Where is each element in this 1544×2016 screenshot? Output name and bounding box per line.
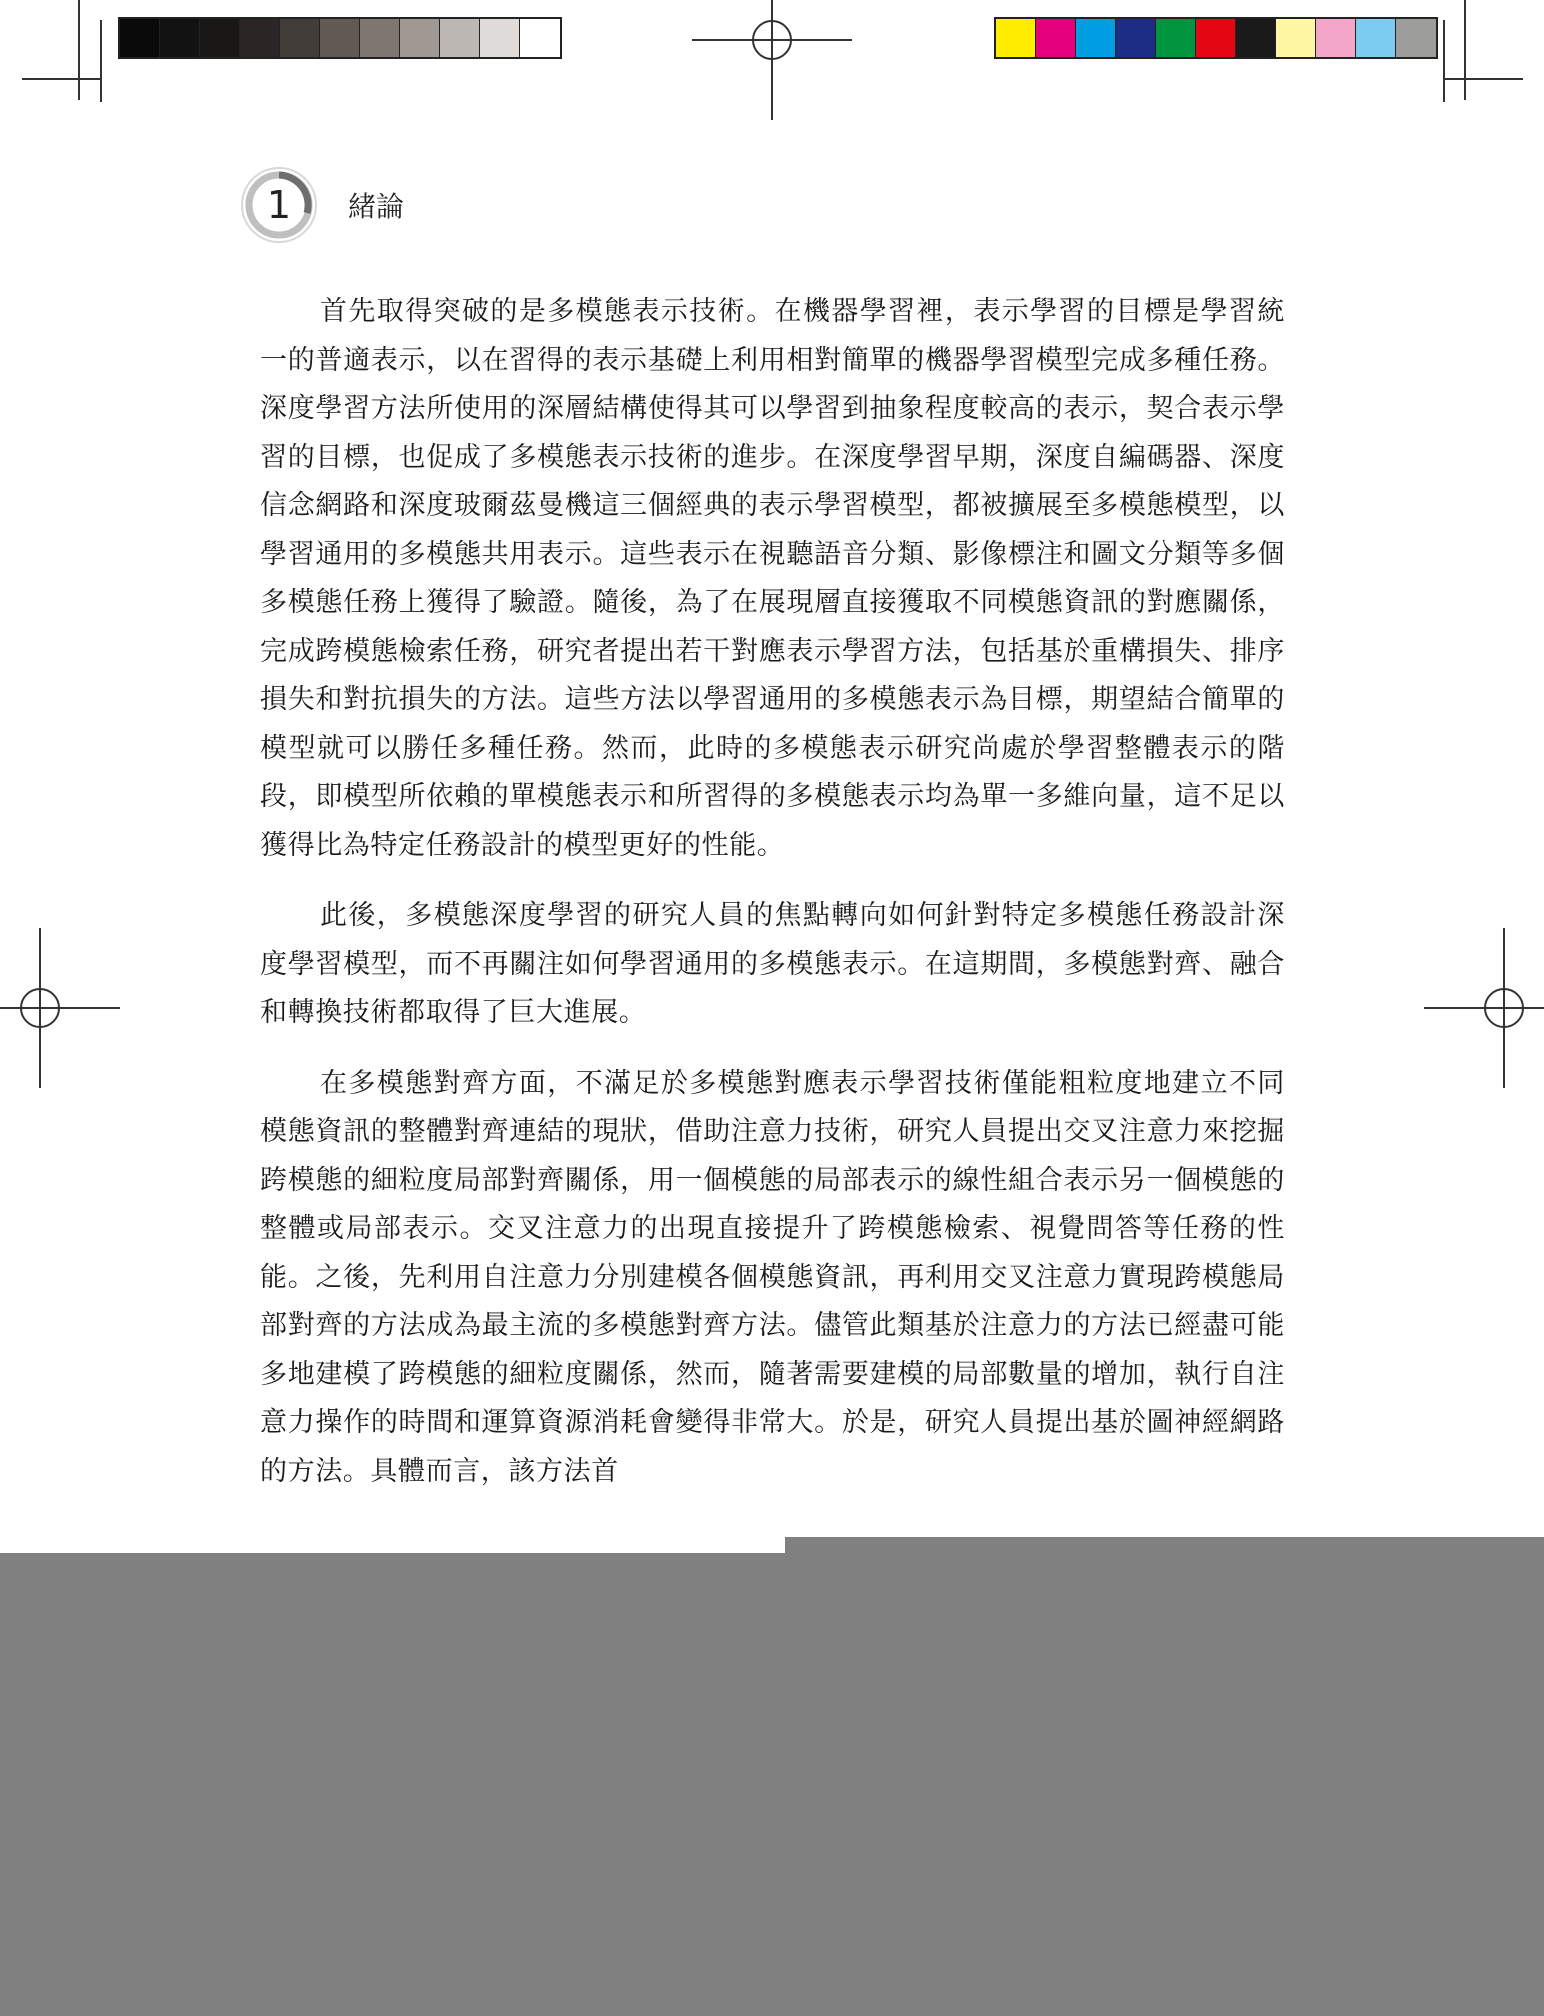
process-color-swatch-10 — [1356, 19, 1396, 57]
crop-mark-top-left-outer-v — [78, 0, 80, 100]
crop-mark-top-right-h — [1443, 78, 1523, 80]
grayscale-swatch-2 — [160, 19, 200, 57]
process-color-swatch-2 — [1036, 19, 1076, 57]
process-color-swatch-9 — [1316, 19, 1356, 57]
grayscale-swatch-11 — [520, 19, 560, 57]
process-color-swatch-6 — [1196, 19, 1236, 57]
grayscale-swatch-4 — [240, 19, 280, 57]
paragraph-1: 首先取得突破的是多模態表示技術。在機器學習裡，表示學習的目標是學習統一的普適表示，以在習得的表示基礎上利用相對簡單的機器學習模型完成多種任務。深度學習方法所使用的深層結構使得其可以學習到抽象程度較高的表示，契合表示學習的目標，也促成了多模態表示技術的進步。在深度學習早期，深度自編碼器、深度信念網路和深度玻爾茲曼機這三個經典的表示學習模型，都被擴展至多模態模型，以學習通用的多模態共用表示。這些表示在視聽語音分類、影像標注和圖文分類等多個多模態任務上獲得了驗證。隨後，為了在展現層直接獲取不同模態資訊的對應關係，完成跨模態檢索任務，研究者提出若干對應表示學習方法，包括基於重構損失、排序損失和對抗損失的方法。這些方法以學習通用的多模態表示為目標，期望結合簡單的模型就可以勝任多種任務。然而，此時的多模態表示研究尚處於學習整體表示的階段，即模型所依賴的單模態表示和所習得的多模態表示均為單一多維向量，這不足以獲得比為特定任務設計的模型更好的性能。 — [260, 296, 1285, 861]
chapter-title: 緒論 — [348, 190, 405, 223]
grayscale-swatch-1 — [120, 19, 160, 57]
process-color-swatch-4 — [1116, 19, 1156, 57]
crop-mark-top-left-v — [100, 20, 102, 102]
paragraph-2: 此後，多模態深度學習的研究人員的焦點轉向如何針對特定多模態任務設計深度學習模型，而不再關注如何學習通用的多模態表示。在這期間，多模態對齊、融合和轉換技術都取得了巨大進展。 — [260, 900, 1285, 1028]
grayscale-swatch-5 — [280, 19, 320, 57]
process-color-swatch-5 — [1156, 19, 1196, 57]
grayscale-swatch-10 — [480, 19, 520, 57]
gray-overlay-left — [0, 1553, 1544, 2016]
body-text — [260, 288, 1285, 1518]
chapter-header — [240, 165, 404, 245]
registration-mark-left — [0, 928, 120, 1088]
process-color-swatch-3 — [1076, 19, 1116, 57]
registration-mark-right — [1424, 928, 1544, 1088]
process-color-swatch-11 — [1396, 19, 1436, 57]
crop-mark-top-left-h — [22, 78, 102, 80]
process-color-bar — [994, 17, 1438, 59]
chapter-number: 1 — [266, 183, 292, 227]
process-color-swatch-7 — [1236, 19, 1276, 57]
process-color-swatch-8 — [1276, 19, 1316, 57]
chapter-number-ring-icon — [240, 166, 318, 244]
process-color-swatch-1 — [996, 19, 1036, 57]
gray-overlay-right — [785, 1537, 1544, 1557]
grayscale-swatch-9 — [440, 19, 480, 57]
grayscale-swatch-6 — [320, 19, 360, 57]
crop-mark-top-right-v — [1443, 20, 1445, 102]
grayscale-swatch-8 — [400, 19, 440, 57]
crop-mark-top-right-outer-v — [1464, 0, 1466, 100]
grayscale-swatch-7 — [360, 19, 400, 57]
paragraph-3: 在多模態對齊方面，不滿足於多模態對應表示學習技術僅能粗粒度地建立不同模態資訊的整體對齊連結的現狀，借助注意力技術，研究人員提出交叉注意力來挖掘跨模態的細粒度局部對齊關係，用一個模態的局部表示的線性組合表示另一個模態的整體或局部表示。交叉注意力的出現直接提升了跨模態檢索、視覺問答等任務的性能。之後，先利用自注意力分別建模各個模態資訊，再利用交叉注意力實現跨模態局部對齊的方法成為最主流的多模態對齊方法。儘管此類基於注意力的方法已經盡可能多地建模了跨模態的細粒度關係，然而，隨著需要建模的局部數量的增加，執行自注意力操作的時間和運算資源消耗會變得非常大。於是，研究人員提出基於圖神經網路的方法。具體而言，該方法首 — [260, 1067, 1285, 1487]
grayscale-swatch-3 — [200, 19, 240, 57]
registration-mark-top — [692, 0, 852, 120]
grayscale-color-bar — [118, 17, 562, 59]
